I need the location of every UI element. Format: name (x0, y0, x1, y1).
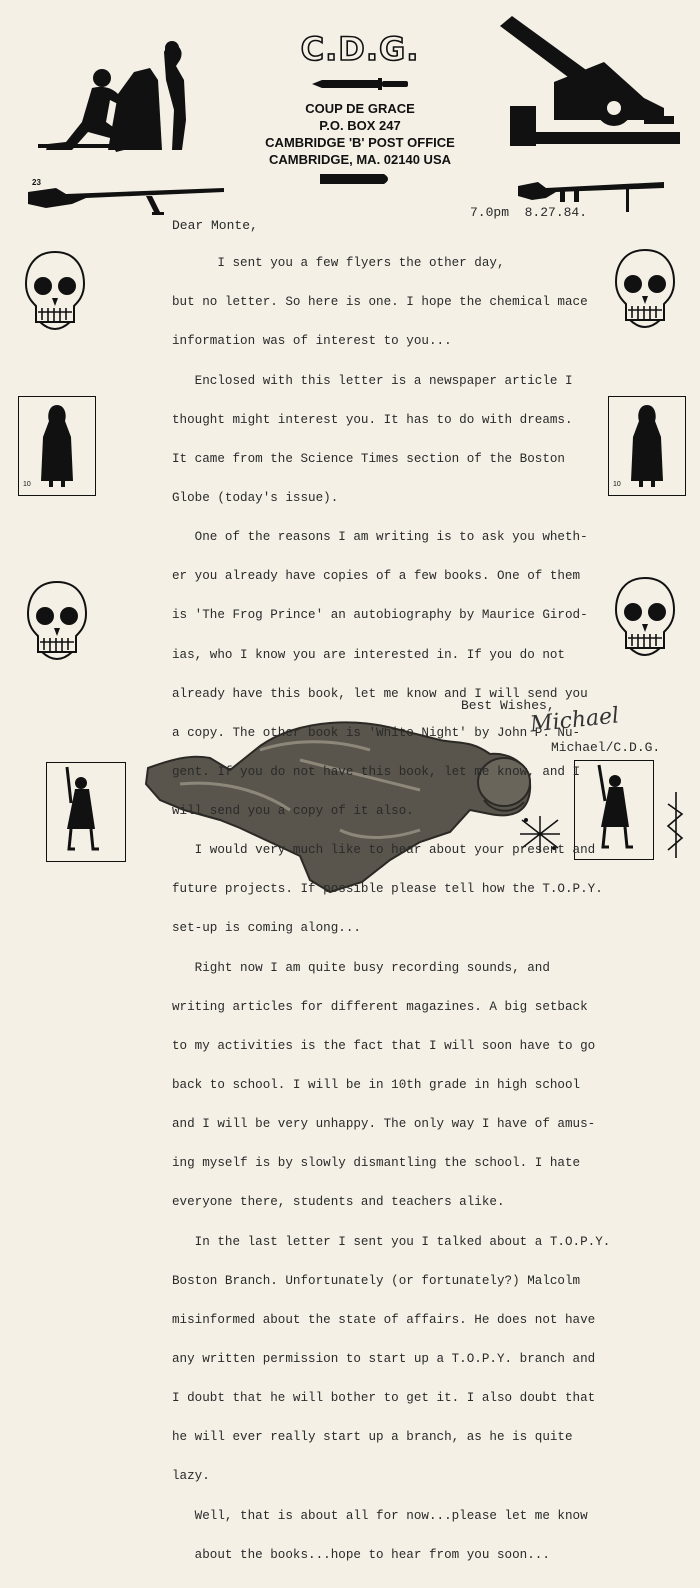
letter-body (172, 231, 610, 1588)
body-line: ing myself is by slowly dismantling the school. I hate (172, 1156, 581, 1171)
body-line: information was of interest to you... (172, 334, 452, 349)
cdg-logo: C.D.G. (300, 30, 420, 68)
address-line: P.O. BOX 247 (319, 118, 401, 133)
body-line: Globe (today's issue). (172, 490, 339, 505)
body-line: back to school. I will be in 10th grade in high school (172, 1078, 581, 1093)
bayonet-icon (312, 78, 408, 90)
body-line: thought might interest you. It has to do with dreams. (172, 412, 573, 427)
signature-name: Michael/C.D.G. (551, 740, 661, 755)
body-line: about the books...hope to hear from you soon... (172, 1547, 550, 1562)
hooded-figure-card (608, 396, 686, 496)
body-line: is 'The Frog Prince' an autobiography by Maurice Girod- (172, 608, 588, 623)
body-line: everyone there, students and teachers alike. (172, 1195, 505, 1210)
address-line: CAMBRIDGE 'B' POST OFFICE (265, 135, 455, 150)
body-line: and I will be very unhappy. The only way I have of amus- (172, 1117, 596, 1132)
body-line: gent. If you do not have this book, let me know, and I (172, 764, 581, 779)
body-line: ias, who I know you are interested in. If you do not (172, 647, 565, 662)
body-line: I doubt that he will bother to get it. I also doubt that (172, 1391, 596, 1406)
body-line: er you already have copies of a few books. One of them (172, 569, 581, 584)
body-line: will send you a copy of it also. (172, 804, 414, 819)
card-number: 10 (23, 481, 31, 488)
body-line: misinformed about the state of affairs. He does not have (172, 1312, 596, 1327)
handwritten-signature: Michael (528, 703, 621, 738)
body-line: It came from the Science Times section of the Boston (172, 451, 565, 466)
body-line: lazy. (172, 1469, 210, 1484)
skull-icon (614, 248, 676, 334)
body-line: One of the reasons I am writing is to ask you wheth- (172, 530, 588, 545)
letter-date: 7.0pm 8.27.84. (470, 205, 588, 220)
body-line: Right now I am quite busy recording sounds, and (172, 960, 550, 975)
body-line: to my activities is the fact that I will soon have to go (172, 1038, 596, 1053)
body-line: I would very much like to hear about your present and (172, 843, 596, 858)
address-line: COUP DE GRACE (305, 101, 415, 116)
body-line: a copy. The other book is 'White Night' by John P. Nu- (172, 725, 581, 740)
body-line: In the last letter I sent you I talked about a T.O.P.Y. (172, 1234, 611, 1249)
skull-icon (26, 580, 88, 666)
sculptor-illustration (38, 32, 198, 152)
body-line: set-up is coming along... (172, 921, 361, 936)
body-line: writing articles for different magazines. A big setback (172, 999, 588, 1014)
rifle-number: 23 (32, 178, 41, 187)
letterhead-address (245, 100, 475, 168)
body-line: already have this book, let me know and I will send you (172, 686, 588, 701)
figure-with-staff-icon (47, 763, 125, 861)
body-line: any written permission to start up a T.O.P.Y. branch and (172, 1352, 596, 1367)
body-line: Enclosed with this letter is a newspaper article I (172, 373, 573, 388)
closing: Best Wishes, (461, 698, 555, 713)
skull-icon (24, 250, 86, 336)
body-line: future projects. If possible please tell how the T.O.P.Y. (172, 882, 603, 897)
greeting: Dear Monte, (172, 218, 258, 233)
card-number: 10 (613, 481, 621, 488)
body-line: he will ever really start up a branch, as he is quite (172, 1430, 573, 1445)
rifle-left-illustration (26, 180, 226, 222)
body-line: I sent you a few flyers the other day, (172, 256, 505, 271)
figure-card (46, 762, 126, 862)
hooded-figure-card (18, 396, 96, 496)
cannon-illustration (494, 12, 684, 152)
lightning-glyph-icon (664, 790, 686, 860)
body-line: but no letter. So here is one. I hope the chemical mace (172, 295, 588, 310)
address-line: CAMBRIDGE, MA. 02140 USA (268, 152, 452, 167)
body-line: Boston Branch. Unfortunately (or fortunately?) Malcolm (172, 1273, 581, 1288)
skull-icon (614, 576, 676, 662)
bullet-icon (320, 172, 392, 186)
body-line: Well, that is about all for now...please let me know (172, 1508, 588, 1523)
